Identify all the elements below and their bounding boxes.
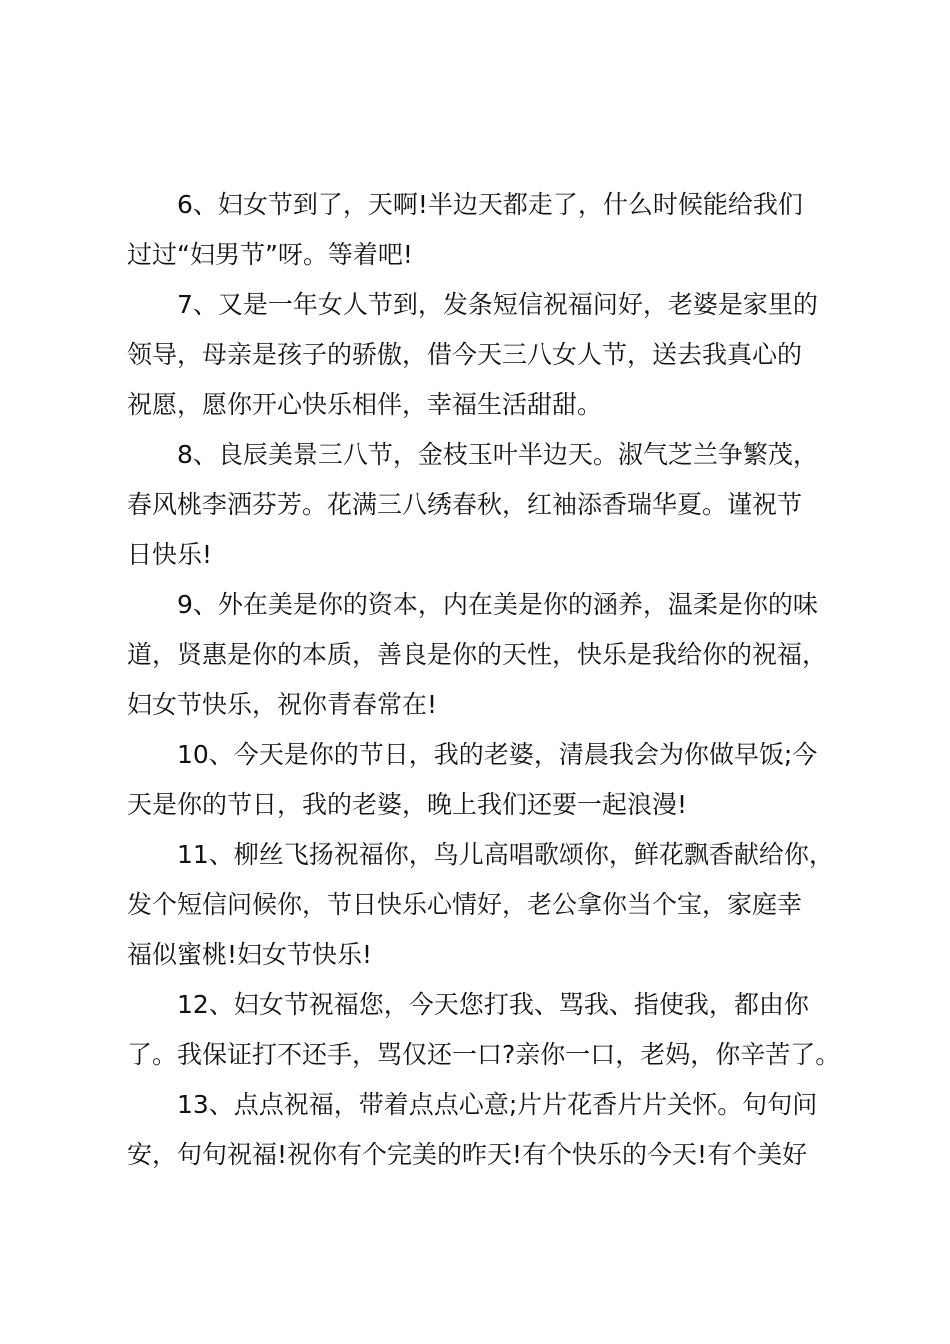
- text-line: 9、外在美是你的资本，内在美是你的涵养，温柔是你的味: [177, 590, 818, 619]
- text-line: 天是你的节日，我的老婆，晚上我们还要一起浪漫!: [127, 790, 688, 819]
- text-line: 10、今天是你的节日，我的老婆，清晨我会为你做早饭;今: [177, 740, 818, 769]
- text-line: 妇女节快乐，祝你青春常在!: [127, 690, 438, 719]
- text-line: 祝愿，愿你开心快乐相伴，幸福生活甜甜。: [127, 390, 603, 419]
- text-line: 道，贤惠是你的本质，善良是你的天性，快乐是我给你的祝福，: [127, 640, 828, 669]
- text-line: 了。我保证打不还手，骂仅还一口?亲你一口，老妈，你辛苦了。: [127, 1040, 841, 1069]
- text-line: 过过“妇男节”呀。等着吧!: [127, 240, 413, 269]
- text-line: 日快乐!: [127, 540, 213, 569]
- text-line: 福似蜜桃!妇女节快乐!: [127, 940, 373, 969]
- text-line: 11、柳丝飞扬祝福你，鸟儿高唱歌颂你，鲜花飘香献给你，: [177, 840, 834, 869]
- text-line: 6、妇女节到了，天啊!半边天都走了，什么时候能给我们: [177, 190, 803, 219]
- text-line: 发个短信问候你，节日快乐心情好，老公拿你当个宝，家庭幸: [127, 890, 803, 919]
- document-body: [127, 180, 841, 1180]
- text-line: 春风桃李洒芬芳。花满三八绣春秋，红袖添香瑞华夏。谨祝节: [127, 490, 803, 519]
- text-line: 12、妇女节祝福您，今天您打我、骂我、指使我，都由你: [177, 990, 809, 1019]
- text-line: 领导，母亲是孩子的骄傲，借今天三八女人节，送去我真心的: [127, 340, 803, 369]
- text-line: 7、又是一年女人节到，发条短信祝福问好，老婆是家里的: [177, 290, 818, 319]
- text-line: 8、良辰美景三八节，金枝玉叶半边天。淑气芝兰争繁茂，: [177, 440, 818, 469]
- text-line: 安，句句祝福!祝你有个完美的昨天!有个快乐的今天!有个美好: [127, 1140, 808, 1169]
- text-line: 13、点点祝福，带着点点心意;片片花香片片关怀。句句问: [177, 1090, 818, 1119]
